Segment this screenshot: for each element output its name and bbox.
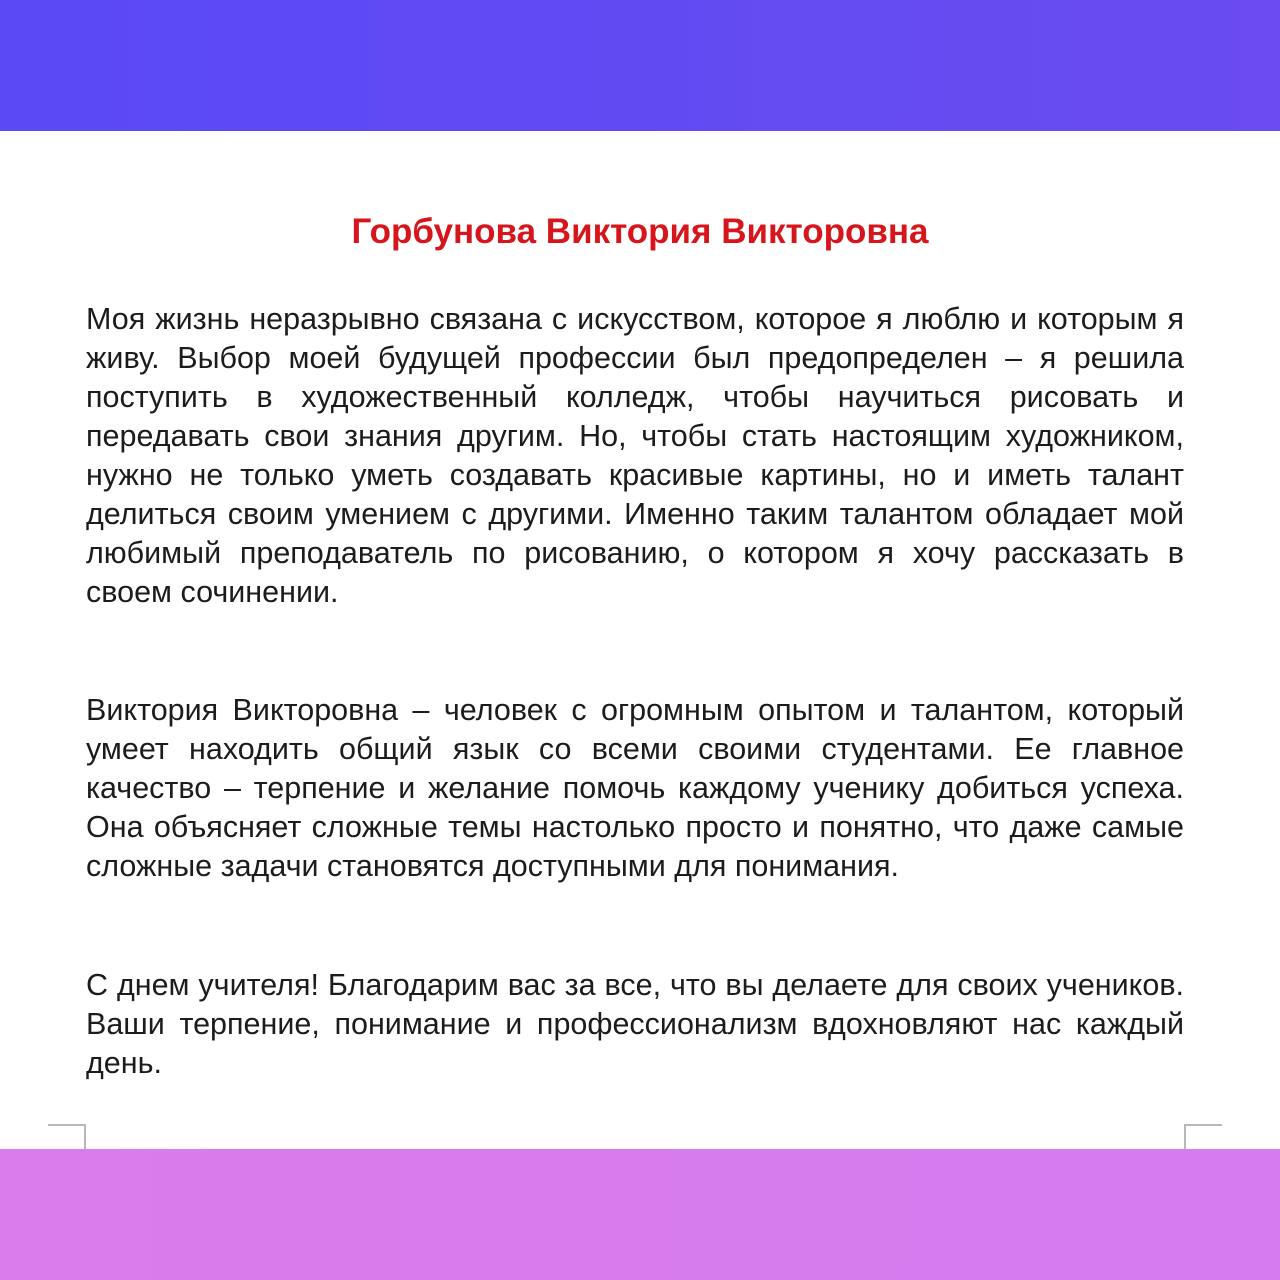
bottom-color-band [0, 1149, 1280, 1280]
crop-mark-left [48, 1124, 86, 1150]
crop-mark-right [1184, 1124, 1222, 1150]
previous-page-text-remnant [230, 125, 590, 135]
top-color-band [0, 0, 1280, 131]
paragraph-greeting: С днем учителя! Благодарим вас за все, что вы делаете для своих учеников. Ваши терпение, понимание и профессионализм вдохновляют нас каждый день. [86, 968, 1184, 1080]
paragraph-intro: Моя жизнь неразрывно связана с искусством, которое я люблю и которым я живу. Выбор моей будущей профессии был предопределен – я решила поступить в художественный колледж, чтобы научиться рисовать и передавать свои знания другим. Но, чтобы стать настоящим художником, нужно не только уметь создавать красивые картины, но и иметь талант делиться своим умением с другими. Именно таким талантом обладает мой любимый преподаватель по рисованию, о котором я хочу рассказать в своем сочинении. [86, 302, 1184, 609]
document-title: Горбунова Виктория Викторовна [351, 212, 929, 251]
paragraph-teacher-description: Виктория Викторовна – человек с огромным опытом и талантом, который умеет находить общий язык со всеми своими студентами. Ее главное качество – терпение и желание помочь каждому ученику добиться успеха. Она объясняет сложные темы настолько просто и понятно, что даже самые сложные задачи становятся доступными для понимания. [86, 693, 1184, 883]
